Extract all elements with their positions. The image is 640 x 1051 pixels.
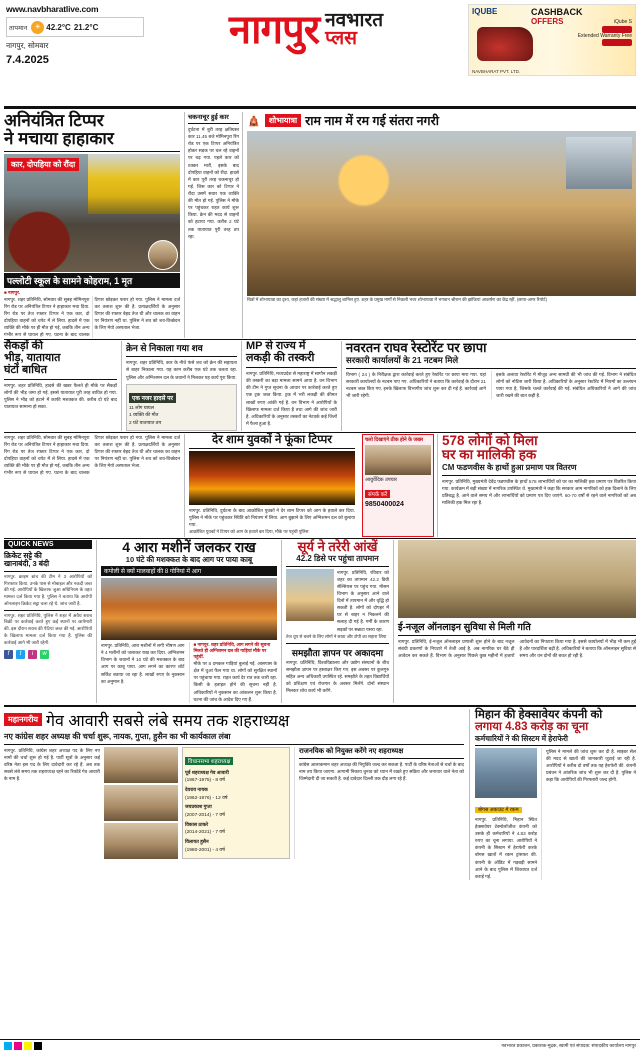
ownership-body: नागपुर. प्रतिनिधि, मुख्यमंत्री देवेंद्र फडणवीस के हाथों 578 लाभार्थियों को घर का मालिकी हक प्रमाण पत्र वितरित किया गया. कार्यक्रम में बड़ी संख्या में नागरिक उपस्थित थे. मुख्यमंत्री ने कहा कि सरकार आम नागरिकों को हक दिलाने के लिए प्रतिबद्ध है. आने वाले समय में और लाभार्थियों को प्रमाण पत्र दिए जाएंगे. 60-70 वर्षों से रहने वाले नागरिकों को अब मालिकी हक मिल रहा है. (442, 478, 636, 506)
ad-offer2-value: Rs. 30,000 (602, 39, 632, 46)
raid-body-left: विभाग ( 24 ) के निरीक्षक द्वारा कार्रवाई करते हुए रेस्टोरेंट पर छापा मारा गया. यहां सरकारी कार्यालयों के नटबम पाए गए. अधिकारियों ने बताया कि कार्रवाई के दौरान 21 नटबम जब्त किए गए. इनके खिलाफ विभागीय जांच शुरू कर दी गई है. कार्रवाई आगे भी जारी रहेगी. (346, 372, 486, 399)
mayor-list-name: पूर्व शहराध्यक्ष गेव आवारी (185, 770, 229, 776)
masthead (4, 0, 636, 104)
mayor-body: नागपुर. प्रतिनिधि, कांग्रेस शहर अध्यक्ष पद के लिए नए नामों की चर्चा शुरू हो गई है. पार्टी सूत्रों के अनुसार कई वरिष्ठ नेता इस पद के लिए दावेदारी कर रहे हैं. अब तक सबसे लंबे समय तक शहराध्यक्ष रहने का रिकॉर्ड गेव आवारी के नाम है. (4, 747, 100, 782)
sun-story (281, 540, 393, 703)
lead-body: नागपुर. शहर प्रतिनिधि, सोमवार की सुबह मोमिनपुरा रिंग रोड पर अनियंत्रित टिप्पर ने हाहाकार मचा दिया. रिंग रोड पर तेज रफ्तार टिप्पर ने एक कार, दो दोपहिया वाहनों को चपेट में ले लिया. हादसे में एक व्यक्ति की मौके पर ही मौत हो गई, जबकि तीन अन्य गंभीर रूप से घायल हो गए. घटना के बाद चालक टिप्पर छोड़कर फरार हो गया. पुलिस ने मामला दर्ज कर तलाश शुरू की है. प्रत्यक्षदर्शियों के अनुसार टिप्पर की रफ्तार बेहद तेज थी और चालक का वाहन पर नियंत्रण नहीं था. पुलिस ने शव को शव-विच्छेदन के लिए मेयो अस्पताल भेजा. (4, 296, 180, 338)
logo-sub-2: प्लस (325, 28, 357, 49)
mayor-photo-2 (104, 785, 178, 821)
online-headline: ई-नजूल ऑनलाइन सुविधा से मिली गति (398, 621, 531, 633)
magenta-mark (14, 1042, 22, 1050)
sun-caption: तेज धूप से बचने के लिए लोगों ने छाता और टोपी का सहारा लिया (286, 633, 387, 639)
lead-byline: ■ नागपुर. (4, 289, 21, 295)
ad-footer: NAVBHARAT PVT. LTD. (472, 69, 521, 74)
logo-sub-1: नवभारत (325, 9, 384, 31)
ownership-subhead: CM फडणवीस के हाथों हुआ प्रमाण पत्र वितरण (442, 462, 577, 472)
city-line: नागपुर, सोमवार (6, 41, 49, 50)
procession-caption: चित्रों में शोभायात्रा का दृश्य, जहां हजारों की संख्या में श्रद्धालु शामिल हुए. शहर के प्रमुख मार्गों से निकली भव्य शोभायात्रा में भगवान श्रीराम की झांकियां आकर्षण का केंद्र रहीं. (छाया-अमर रिपोर्ट) (247, 297, 547, 302)
mayor-list-term: (2007-2014) - 7 वर्ष (185, 813, 225, 819)
procession-photo (247, 131, 636, 296)
mayor-mid-title: राजनयिक को नियुक्त करेंगे नए शहराध्यक्ष (299, 747, 404, 755)
avatar (148, 240, 178, 270)
ad-headline: CASHBACK (531, 7, 583, 17)
raid-headline: नवरतन राघव रेस्टोरेंट पर छापा (346, 340, 487, 356)
twitter-icon[interactable]: t (16, 650, 25, 659)
quick-news-spacer (4, 434, 184, 537)
procession-headline: राम नाम में रम गई संतरा नगरी (305, 114, 439, 128)
lead-photo-truck (88, 154, 180, 214)
masthead-left (4, 4, 144, 66)
ad-contact-label[interactable]: संपर्क करें (365, 490, 390, 498)
fact-item: 1 व्यक्ति की मौत (129, 413, 159, 419)
sun-subhead: 42.2 डिसे पर पहुंचा तापमान (296, 553, 379, 563)
section-divider-2 (4, 432, 636, 433)
ad-offer1-label: iQube S (613, 19, 632, 25)
quick-news-text-1: नागपुर. क्राइम ब्रांच की टीम ने 3 आरोपियों को गिरफ्तार किया. उनके पास से मोबाइल और नकदी जब्त की गई. आरोपियों के खिलाफ जुआ अधिनियम के तहत मामला दर्ज किया गया है. पुलिस ने बताया कि आरोपी ऑनलाइन क्रिकेट सट्टा चला रहे थे. जांच जारी है. (4, 573, 92, 606)
col2-headline-3: घंटों बाधित (4, 364, 47, 377)
lead-photo-kicker: कार, दोपहिया को रौंदा (7, 158, 79, 171)
temple-icon: 🛕 (247, 115, 261, 127)
second-section (4, 341, 636, 430)
quick-news (4, 540, 96, 703)
scam-headline-2: लगाया 4.83 करोड़ का चूना (475, 721, 589, 734)
section-divider-1 (4, 339, 636, 340)
mayor-mid-body: कांग्रेस आलाकमान शहर अध्यक्ष की नियुक्ति जल्द कर सकता है. पार्टी के वरिष्ठ नेताओं से चर्चा के बाद नाम तय किया जाएगा. आगामी निकाय चुनाव को ध्यान में रखते हुए सक्रिय और जनाधार वाले नेता को जिम्मेदारी दी जा सकती है. कई दावेदार दिल्ली तक दौड़ लगा रहे हैं. (299, 761, 464, 781)
smuggling-body: नागपुर. प्रतिनिधि, मध्यप्रदेश से महाराष्ट्र में सागौन लकड़ी की तस्करी का बड़ा मामला सामने आया है. वन विभाग की टीम ने गुप्त सूचना के आधार पर कार्रवाई करते हुए एक ट्रक जब्त किया. ट्रक में भरी लकड़ी की कीमत लाखों रुपए आंकी गई है. वन विभाग ने आरोपियों के खिलाफ मामला दर्ज किया है तथा आगे की जांच जारी है. अधिकारियों के अनुसार तस्करों का नेटवर्क कई जिलों में फैला हुआ है. (246, 371, 337, 426)
masthead-divider (4, 106, 636, 109)
raid-body-right: इसके अलावा रेस्टोरेंट में मौजूद अन्य सामग्री की भी जांच की गई. विभाग ने संबंधित लोगों को नोटिस जारी किया है. अधिकारियों के अनुसार रेस्टोरेंट में नियमों का उल्लंघन पाया गया है, जिसके चलते कार्रवाई की गई. संबंधित अधिकारियों ने आगे की जांच जारी रखने की बात कही है. (491, 371, 636, 399)
mayor-photo-1 (104, 747, 178, 783)
fire-body-2: मौके पर 8 दमकल गाड़ियां बुलाई गईं. आसपास के क्षेत्र में धुआं फैल गया था. लोगों को सुरक्षित स्थानों पर पहुंचाया गया. राहत कार्य देर रात तक जारी रहा. किसी के हताहत होने की सूचना नहीं है. अधिकारियों ने नुकसान का आंकलन शुरू किया है. घटना की जांच के आदेश दिए गए हैं. (193, 661, 277, 702)
mayor-list-title: विधानसभा शहराध्यक्ष (185, 757, 233, 765)
cmyk-registration-marks (4, 1042, 42, 1050)
facebook-icon[interactable]: f (4, 650, 13, 659)
logo-main-text: नागपुर (228, 8, 320, 52)
section-divider-4 (4, 705, 636, 707)
footer-text: नवभारत प्रकाशन, प्रकाशक-मुद्रक, स्वामी एवं संपादक: संपादकीय कार्यालय नागपुर (501, 1042, 636, 1048)
mayor-list-term: (1980-2001) - 4 वर्ष (185, 847, 225, 853)
lead-caption: पल्लोटी स्कूल के सामने कोहराम, 1 मृत (4, 273, 180, 288)
quick-news-headline-1[interactable]: क्रिकेट सट्टे की (4, 550, 42, 560)
raid-story (341, 341, 636, 430)
fire-story (96, 540, 281, 703)
publication-date: 7.4.2025 (6, 54, 49, 66)
ad-note: आयुर्वेदिक उपचार (365, 476, 398, 483)
quick-news-text-2: नागपुर. शहर प्रतिनिधि, पुलिस ने शहर में अवैध शराब बिक्री पर कार्रवाई करते हुए कई स्थानों पर छापेमारी की. इस दौरान शराब की पेटियां जब्त की गईं. आरोपियों के खिलाफ मामला दर्ज किया गया है. पुलिस की कार्रवाई आगे भी जारी रहेगी. (4, 612, 92, 645)
facts-title: एक नजर हादसे पर (129, 393, 176, 403)
lead-body-continued: नागपुर. शहर प्रतिनिधि, सोमवार की सुबह मोमिनपुरा रिंग रोड पर अनियंत्रित टिप्पर ने हाहाकार मचा दिया. रिंग रोड पर तेज रफ्तार टिप्पर ने एक कार, दो दोपहिया वाहनों को चपेट में ले लिया. हादसे में एक व्यक्ति की मौके पर ही मौत हो गई, जबकि तीन अन्य गंभीर रूप से घायल हो गए. घटना के बाद चालक टिप्पर छोड़कर फरार हो गया. पुलिस ने मामला दर्ज कर तलाश शुरू की है. प्रत्यक्षदर्शियों के अनुसार टिप्पर की रफ्तार बेहद तेज थी और चालक का वाहन पर नियंत्रण नहीं था. पुलिस ने शव को शव-विच्छेदन के लिए मेयो अस्पताल भेजा. (4, 434, 180, 476)
sun-headline: सूर्य ने तरेरी आंखें (297, 538, 378, 554)
mayor-list-term: (1967-1975) - 8 वर्ष (185, 778, 225, 784)
mayor-list-name: जयप्रकाश गुप्ता (185, 805, 212, 811)
scam-body-2: पुलिस ने मामले की जांच शुरू कर दी है. साइबर सेल की मदद से खातों की जानकारी जुटाई जा रही है. आरोपियों ने करीब दो वर्षों तक यह हेराफेरी की. कंपनी प्रबंधन ने आंतरिक जांच भी शुरू कर दी है. पुलिस ने कहा कि आरोपियों की गिरफ्तारी जल्द होगी. (541, 748, 636, 880)
col2-body: नागपुर. शहर प्रतिनिधि, हादसे की खबर फैलते ही मौके पर सैकड़ों लोगों की भीड़ जमा हो गई. इससे यातायात पूरी तरह बाधित हो गया. पुलिस ने भीड़ को हटाने में काफी मशक्कत की. करीब दो घंटे बाद यातायात सामान्य हो सका. (4, 383, 117, 410)
ad-phone[interactable]: 9850400024 (365, 500, 404, 508)
bottom-section (4, 709, 636, 880)
sun-body: नागपुर. प्रतिनिधि, रविवार को शहर का तापमान 42.2 डिग्री सेल्सियस पर पहुंच गया. मौसम विभाग के अनुसार आने वाले दिनों में तापमान में और वृद्धि हो सकती है. लोगों को दोपहर में घर से बाहर न निकलने की सलाह दी गई है. गर्मी के कारण सड़कों पर सन्नाटा पसरा रहा. (337, 569, 389, 632)
fire-highlight: कपोली से क्यों मालवाहों की 8 गोनियां में आग (101, 566, 277, 576)
agreement-headline: समझौता ज्ञापन पर अकादमा (291, 647, 384, 658)
lead-story (4, 112, 184, 338)
ad-brand: IQUBE (472, 7, 498, 16)
ownership-story (437, 434, 636, 537)
col2-headline-1: सैकड़ों की (4, 340, 43, 353)
mayor-list-name: देवराव नायक (185, 788, 208, 794)
ad-photo (365, 445, 431, 475)
sidebar-story-1-headline: चकनाचूर हुई कार (188, 114, 229, 121)
quick-news-title: QUICK NEWS (4, 540, 92, 549)
website-url[interactable]: www.navbharatlive.com (6, 4, 99, 14)
instagram-icon[interactable]: i (28, 650, 37, 659)
fact-item: 2 घंटे यातायात ठप (129, 421, 162, 427)
whatsapp-icon[interactable]: w (40, 650, 49, 659)
fire-headline: 4 आरा मशीनें जलकर राख (122, 538, 256, 555)
fact-item: 11 लोग घायल (129, 405, 154, 411)
weather-label: तापमान (9, 24, 28, 32)
raid-subhead: सरकारी कार्यालयों के 21 नटबम मिले (346, 355, 459, 366)
scam-badge: बोगस अकाउंट में रकम (475, 807, 522, 813)
scam-headline-1: मिहान की हेक्सावेयर कंपनी को (475, 708, 603, 721)
online-photo (398, 540, 636, 618)
scam-photo (475, 748, 537, 798)
col-a (4, 341, 121, 430)
mayor-list-term: (2014-2021) - 7 वर्ष (185, 830, 225, 836)
online-story (393, 540, 636, 703)
mayor-story (4, 709, 469, 880)
weather-widget (6, 17, 144, 37)
footer (0, 1039, 640, 1051)
fourth-section (4, 540, 636, 703)
facts-box (126, 384, 237, 431)
sun-photo (286, 569, 334, 621)
top-section (4, 112, 636, 338)
masthead-logo (144, 4, 468, 50)
ownership-headline-2: घर का मालिकी हक (442, 447, 537, 463)
classified-ad[interactable] (362, 434, 434, 537)
crane-body: नागपुर. शहर प्रतिनिधि, कार के नीचे फंसे शव को क्रेन की सहायता से बाहर निकाला गया. यह काम करीब एक घंटे तक चलता रहा. पुलिस और अग्निशमन दल के जवानों ने मिलकर यह कार्य पूरा किया. (126, 360, 237, 380)
mayor-list-name: विलायत हुसैन (185, 840, 209, 846)
online-body: नागपुर. प्रतिनिधि, ई-नजूल ऑनलाइन प्रणाली शुरू होने के बाद नजूल संबंधी प्रकरणों के निपटारे में तेजी आई है. अब नागरिक घर बैठे ही आवेदन कर सकते हैं. विभाग के अनुसार पिछले कुछ महीनों में हजारों आवेदनों का निपटारा किया गया है. इससे कार्यालयों में भीड़ भी कम हुई है और पारदर्शिता बढ़ी है. अधिकारियों ने बताया कि ऑनलाइन सुविधा से समय और धन दोनों की बचत हो रही है. (398, 638, 636, 658)
tipper-burnt-story (184, 434, 359, 537)
crane-headline: क्रेन से निकाला गया शव (126, 343, 203, 354)
fire-byline-2: ■ नागपुर. शहर प्रतिनिधि, आग लगने की सूचना मिलते ही अग्निशमन दल की गाड़ियां मौके पर पहुंचीं. (193, 642, 271, 660)
mayor-headline: गेव आवारी सबसे लंबे समय तक शहराध्यक्ष (46, 712, 290, 730)
lead-headline-line1: अनियंत्रित टिप्पर (4, 111, 104, 130)
ownership-headline-1: 578 लोगों को मिला (442, 432, 538, 448)
fire-subhead: 10 घंटे की मशक्कत के बाद आग पर पाया काबू (125, 554, 253, 564)
scam-body: नागपुर. प्रतिनिधि, मिहान स्थित हेक्सावेयर टेक्नोलॉजीज कंपनी को उसके ही कर्मचारियों ने 4.83 करोड़ रुपए का चूना लगाया. आरोपियों ने कंपनी के सिस्टम में हेराफेरी करके बोगस खातों में रकम ट्रांसफर की. कंपनी के ऑडिट में गड़बड़ी सामने आने के बाद पुलिस में शिकायत दर्ज कराई गई. (475, 816, 537, 879)
sun-icon: ☀ (31, 21, 44, 34)
ad-title: चलो दिखाएंगे ठीक होने के जख्म (365, 436, 423, 443)
black-mark (34, 1042, 42, 1050)
masthead-ad[interactable] (468, 4, 636, 76)
procession-inset-photo (566, 137, 632, 189)
smuggling-headline-2: लकड़ी की तस्करी (246, 352, 315, 365)
lead-headline-line2: ने मचाया हाहाकार (4, 129, 114, 149)
ad-headline-2: OFFERS (531, 17, 564, 26)
tipper-burnt-body: नागपुर. प्रतिनिधि, दुर्घटना के बाद आक्रोशित युवकों ने देर शाम टिप्पर को आग के हवाले कर दिया. पुलिस ने मौके पर पहुंचकर स्थिति को नियंत्रण में लिया. आग बुझाने के लिए अग्निशमन दल को बुलाया गया. (189, 508, 355, 528)
mayor-photo-3 (104, 823, 178, 859)
scooter-image (477, 27, 533, 61)
fire-photo (101, 578, 277, 640)
procession-tag: शोभायात्रा (265, 114, 301, 127)
lead-photo (4, 154, 180, 272)
mayor-subhead: नए कांग्रेस शहर अध्यक्ष की चर्चा शुरू, नायक, गुप्ता, हुसैन का भी कार्यकाल लंबा (4, 731, 231, 741)
temp-max: 42.2°C (46, 22, 71, 32)
col-b (121, 341, 241, 430)
col2-headline-2: भीड़, यातायात (4, 352, 61, 365)
temp-min: 21.2°C (73, 22, 99, 32)
smuggling-headline-1: MP से राज्य में (246, 340, 306, 353)
mayor-flag: महानगरीय (4, 713, 42, 726)
col-c (241, 341, 341, 430)
ad-offer1-value: Rs. 15,000 (602, 26, 632, 33)
cyan-mark (4, 1042, 12, 1050)
fire-body-1: नागपुर. प्रतिनिधि, आरा मशीनों में लगी भीषण आग ने 4 मशीनों को जलाकर राख कर दिया. अग्निशमन विभाग के जवानों ने 10 घंटे की मशक्कत के बाद आग पर काबू पाया. आग लगने का कारण शॉर्ट सर्किट बताया जा रहा है. लाखों रुपए के नुकसान का अनुमान है. (101, 643, 185, 684)
tipper-burnt-headline: देर शाम युवकों ने फूंका टिप्पर (212, 433, 332, 446)
mayor-list-name: विकास ठाकरे (185, 822, 209, 828)
tipper-burnt-caption: आक्रोशित युवकों ने टिप्पर को आग के हवाले कर दिया, मौके पर पहुंची पुलिस (189, 529, 309, 535)
ad-offer2-label: Extended Warranty Free (577, 32, 632, 39)
ad-offers (578, 19, 632, 46)
agreement-body: नागपुर. प्रतिनिधि, विश्वविद्यालय और उद्योग संस्थानों के बीच समझौता ज्ञापन पर हस्ताक्षर किए गए. इस अवसर पर कुलगुरु सहित अन्य अधिकारी उपस्थित रहे. समझौते के तहत विद्यार्थियों को प्रशिक्षण एवं रोजगार के अवसर मिलेंगे. दोनों संस्थान मिलकर शोध कार्य भी करेंगे. (286, 659, 389, 694)
mayor-list-term: (1962-1976) - 12 वर्ष (185, 795, 228, 801)
social-links[interactable] (4, 650, 92, 659)
scam-subhead: कर्मचारियों ने की सिस्टम में हेराफेरी (475, 733, 569, 743)
tipper-fire-photo (189, 451, 355, 505)
third-section (4, 434, 636, 537)
sidebar-story-1 (184, 112, 242, 338)
procession-story (242, 112, 636, 338)
yellow-mark (24, 1042, 32, 1050)
sidebar-story-1-body: दुर्घटना में बुरी तरह क्षतिग्रस्त कार 11.45 बजे मोमिनपुरा रिंग रोड पर एक टिप्पर अनियंत्रित होकर सड़क पर चल रहे वाहनों पर चढ़ गया. पहले कार को टक्कर मारी, इसके बाद दोपहिया वाहनों को रौंदा. हादसे में कार पूरी तरह चकनाचूर हो गई. जिस कार को टिप्पर ने रौंदा उसमें सवार एक व्यक्ति की मौत हो गई. पुलिस ने मौके पर पहुंचकर राहत कार्य शुरू किया. क्रेन की मदद से वाहनों को हटाया गया. करीब 2 घंटे तक यातायात पूरी तरह ठप रहा. (188, 127, 239, 239)
scam-story (469, 709, 636, 880)
quick-news-headline-1b[interactable]: खानाबंदी, 3 बंदी (4, 559, 50, 569)
